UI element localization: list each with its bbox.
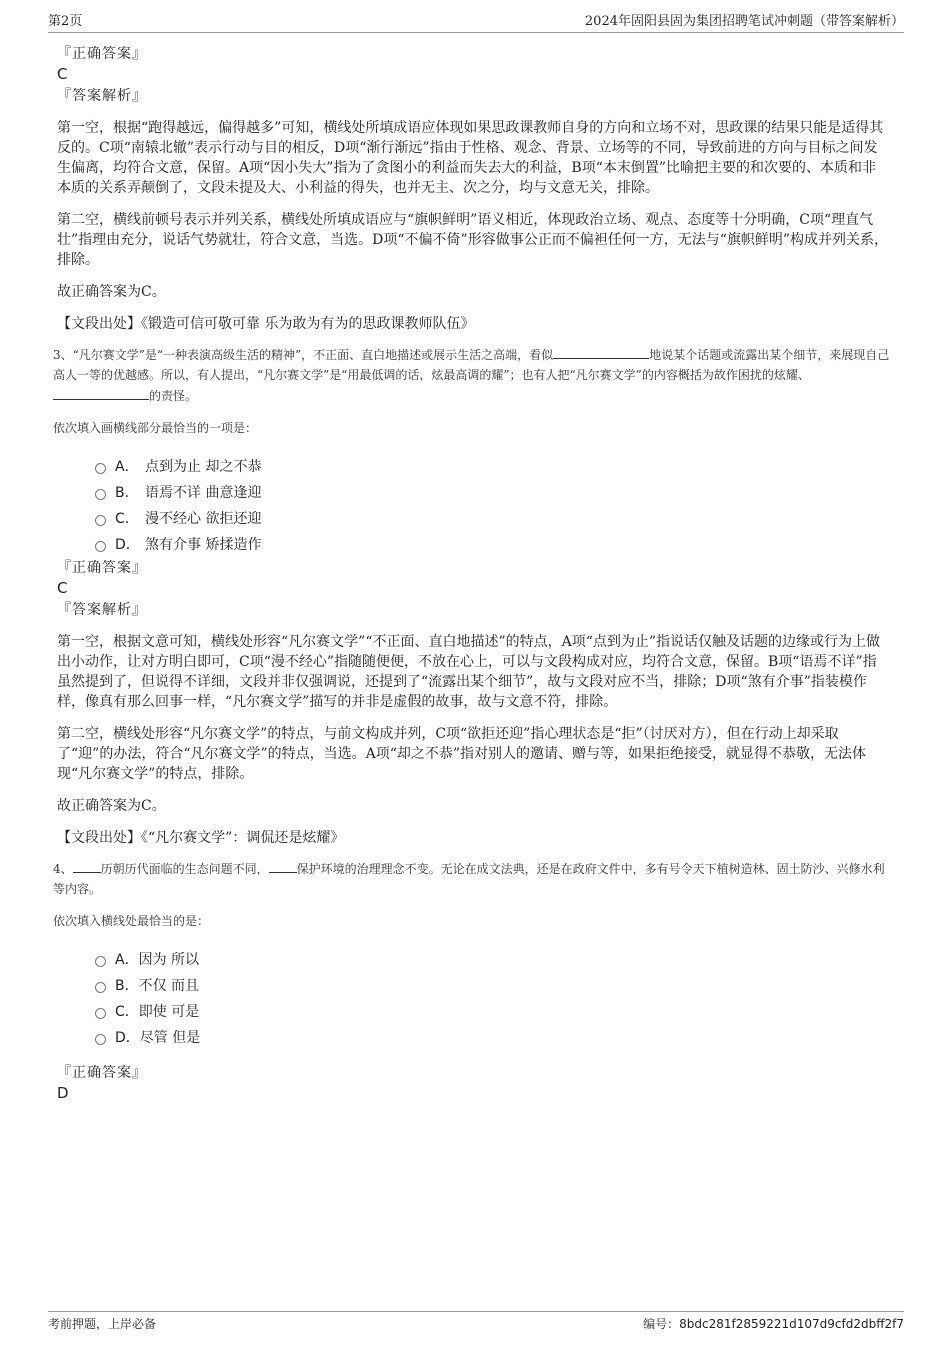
radio-icon[interactable] xyxy=(95,463,106,474)
answer-blank xyxy=(53,385,149,400)
option-d[interactable]: D．尽管 但是 xyxy=(95,1025,890,1051)
answer-blank xyxy=(73,858,101,873)
correct-answer: C xyxy=(57,579,68,597)
radio-icon[interactable] xyxy=(95,956,106,967)
correct-answer-label: 『正确答案』 xyxy=(57,46,147,62)
option-c[interactable]: C． 漫不经心 欲拒还迎 xyxy=(95,506,890,532)
document-title: 2024年固阳县固为集团招聘笔试冲刺题（带答案解析） xyxy=(584,14,904,29)
radio-icon[interactable] xyxy=(95,541,106,552)
option-a[interactable]: A．因为 所以 xyxy=(95,947,890,973)
radio-icon[interactable] xyxy=(95,1034,106,1045)
radio-icon[interactable] xyxy=(95,982,106,993)
source-label: 【文段出处】 xyxy=(57,830,141,846)
source-label: 【文段出处】 xyxy=(57,316,141,332)
analysis-conclusion: 故正确答案为C。 xyxy=(57,798,166,814)
page-header xyxy=(48,12,904,33)
analysis-label: 『答案解析』 xyxy=(57,88,147,104)
analysis-paragraph: 第一空，根据“跑得越远，偏得越多”可知，横线处所填成语应体现如果思政课教师自身的方向和立场不对，思政课的结果只能是适得其反的。C项“南辕北辙”表示行动与目的相反，D项“渐行渐远”指由于性格、观念、背景、立场等的不同，导致前进的方向与目标之间发生偏离，均符合文意，保留。A项“因小失大”指为了贪图小的利益而失去大的利益，B项“本末倒置”比喻把主要的和次要的、本质和非本质的关系弄颠倒了，文段未提及大、小利益的得失，也并无主、次之分，均与文意无关，排除。 xyxy=(57,120,884,196)
document-code: 编号：8bdc281f2859221d107d9cfd2dbff2f7 xyxy=(643,1317,904,1331)
page-number: 第2页 xyxy=(48,14,83,29)
analysis-paragraph: 第一空，根据文意可知，横线处形容“凡尔赛文学”“不正面、直白地描述”的特点，A项“点到为止”指说话仅触及话题的边缘或行为上做出小动作，让对方明白即可，C项“漫不经心”指随随便便，不放在心上，可以与文段构成对应，均符合文意，保留。B项“语焉不详”指虽然提到了，但说得不详细，文段并非仅强调说，还提到了“流露出某个细节”，故与文段对应不当，排除；D项“煞有介事”指装模作样，像真有那么回事一样，“凡尔赛文学”描写的并非是虚假的故事，故与文意不符，排除。 xyxy=(57,634,881,710)
question-instruction: 依次填入画横线部分最恰当的一项是： xyxy=(53,421,258,435)
question-4-text: 4、 历朝历代面临的生态问题不同， 保护环境的治理理念不变。无论在成文法典，还是在政府文件中，多有号令天下植树造林、固土防沙、兴修水利等内容。 xyxy=(53,858,890,899)
source-line xyxy=(57,828,890,848)
answer-blank xyxy=(269,858,297,873)
option-list xyxy=(95,454,890,558)
option-a[interactable]: A． 点到为止 却之不恭 xyxy=(95,454,890,480)
option-d[interactable]: D． 煞有介事 矫揉造作 xyxy=(95,532,890,558)
correct-answer-label: 『正确答案』 xyxy=(57,1065,147,1081)
correct-answer: C xyxy=(57,65,68,83)
source-line xyxy=(57,314,890,334)
radio-icon[interactable] xyxy=(95,489,106,500)
analysis-paragraph: 第二空，横线处形容“凡尔赛文学”的特点，与前文构成并列，C项“欲拒还迎”指心理状态是“拒”（讨厌对方），但在行动上却采取了“迎”的办法，符合“凡尔赛文学”的特点，当选。A项“却之不恭”指对别人的邀请、赠与等，如果拒绝接受，就显得不恭敬，无法体现“凡尔赛文学”的特点，排除。 xyxy=(57,726,867,782)
analysis-conclusion: 故正确答案为C。 xyxy=(57,284,166,300)
option-c[interactable]: C．即使 可是 xyxy=(95,999,890,1025)
footer-slogan: 考前押题，上岸必备 xyxy=(48,1317,157,1331)
option-b[interactable]: B．不仅 而且 xyxy=(95,973,890,999)
correct-answer-label: 『正确答案』 xyxy=(57,560,147,576)
answer-blank xyxy=(553,344,649,359)
page-footer xyxy=(48,1311,904,1336)
question-3-text: 3、“凡尔赛文学”是“一种表演高级生活的精神”，不正面、直白地描述或展示生活之高端，看似 地说某个话题或流露出某个细节，来展现自己高人一等的优越感。所以，有人提出，“凡尔赛文学”是“用最低调的话，炫最高调的耀”；也有人把“凡尔赛文学”的内容概括为故作困扰的炫耀、的责怪。 xyxy=(53,344,890,406)
radio-icon[interactable] xyxy=(95,515,106,526)
question-instruction: 依次填入横线处最恰当的是： xyxy=(53,914,210,928)
option-b[interactable]: B． 语焉不详 曲意逢迎 xyxy=(95,480,890,506)
analysis-label: 『答案解析』 xyxy=(57,602,147,618)
analysis-paragraph: 第二空，横线前顿号表示并列关系，横线处所填成语应与“旗帜鲜明”语义相近，体现政治立场、观点、态度等十分明确，C项“理直气壮”指理由充分，说话气势就壮，符合文意，当选。D项“不偏不倚”形容做事公正而不偏袒任何一方，无法与“旗帜鲜明”构成并列关系，排除。 xyxy=(57,212,889,268)
correct-answer: D xyxy=(57,1084,69,1102)
radio-icon[interactable] xyxy=(95,1008,106,1019)
source-title: 《锻造可信可敬可靠 乐为敢为有为的思政课教师队伍》 xyxy=(141,316,475,332)
option-list xyxy=(95,947,890,1051)
source-title: 《“凡尔赛文学”：调侃还是炫耀》 xyxy=(141,830,345,846)
document-body xyxy=(53,44,890,1103)
